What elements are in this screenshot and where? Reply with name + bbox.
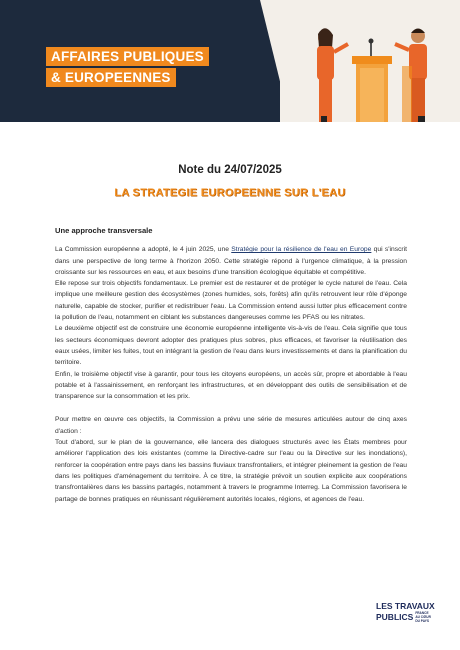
- logo-sub1: FRANCE: [415, 611, 429, 615]
- banner-diagonal: [260, 0, 290, 122]
- paragraph-objective-1: Elle repose sur trois objectifs fondamentaux. Le premier est de restaurer et de protéger le cycle naturel de l'eau. Cela implique une meilleure gestion des écosystèmes (zones humides, sols, forêts) afin qu'ils retrouvent leur rôle d'éponge naturelle, capable de stocker, purifier et redistribuer l'eau. La Commission entend aussi lutter plus efficacement contre la pollution de l'eau, notamment en ciblant les substances dangereuses comme les PFAS ou les nitrates.: [55, 280, 407, 322]
- travaux-publics-logo: [376, 602, 436, 640]
- note-date-title: Note du 24/07/2025: [178, 164, 282, 176]
- banner-title: [46, 47, 226, 85]
- logo-line1: LES TRAVAUX: [376, 601, 435, 611]
- debate-illustration: [290, 8, 455, 122]
- paragraph-intro: [55, 244, 407, 278]
- paragraph-intro-end: qui s'inscrit dans une perspective de long terme à l'horizon 2050. Cette stratégie répond à l'urgence climatique, à la pression croissante sur les ressources en eau, et aux besoins d'une transition écologique équitable et compétitive.: [55, 246, 407, 276]
- banner-title-line1: AFFAIRES PUBLIQUES: [46, 47, 209, 66]
- strategy-link[interactable]: Stratégie pour la résilience de l'eau en Europe: [231, 246, 372, 254]
- logo-sub3: DU PAYS: [415, 619, 429, 623]
- logo-subtext: [415, 611, 431, 623]
- paragraph-governance: Tout d'abord, sur le plan de la gouvernance, elle lancera des dialogues structurés avec les États membres pour améliorer l'application des lois existantes (comme la Directive-cadre sur l'eau ou la Directive sur les inondations), renforcer la coopération entre pays dans les bassins fluviaux transfrontaliers, et intégrer pleinement la gestion de l'eau dans les politiques d'aménagement du territoire. À ce titre, la stratégie prévoit un soutien explicite aux coopérations transfrontalières dans les bassins partagés, notamment à travers le programme Interreg. La Commission favorisera le partage de bonnes pratiques en réunissant régulièrement autorités locales, régions, et agences de l'eau.: [55, 439, 407, 503]
- paragraph-objective-3: Enfin, le troisième objectif vise à garantir, pour tous les citoyens européens, un accès sûr, propre et abordable à l'eau potable et à l'assainissement, en renforçant les infrastructures, et en développant des outils de sensibilisation et de transparence sur la consommation et les prix.: [55, 370, 407, 401]
- header-banner: [0, 0, 460, 122]
- logo-line2: [376, 611, 436, 623]
- banner-title-line2: & EUROPEENNES: [46, 68, 176, 87]
- paragraph-gap: [55, 402, 407, 414]
- section-title: Une approche transversale: [55, 226, 153, 235]
- document-headline: LA STRATEGIE EUROPEENNE SUR L'EAU: [114, 187, 346, 199]
- logo-line2-text: PUBLICS: [376, 611, 414, 622]
- paragraph-measures-intro: Pour mettre en œuvre ces objectifs, la Commission a prévu une série de mesures articulées autour de cinq axes d'action :: [55, 416, 407, 435]
- document-body: [55, 225, 407, 505]
- logo-sub2: AU CŒUR: [415, 615, 431, 619]
- paragraph-intro-start: La Commission européenne a adopté, le 4 juin 2025, une: [55, 246, 232, 254]
- paragraph-objective-2: Le deuxième objectif est de construire une économie européenne intelligente vis-à-vis de l'eau. Cela signifie que tous les secteurs économiques devront adopter des pratiques plus sobres, plus efficaces, et favoriser la réutilisation des eaux usées, limiter les fuites, tout en intégrant la gestion de l'eau dans leurs investissements et dans la planification du territoire.: [55, 325, 407, 367]
